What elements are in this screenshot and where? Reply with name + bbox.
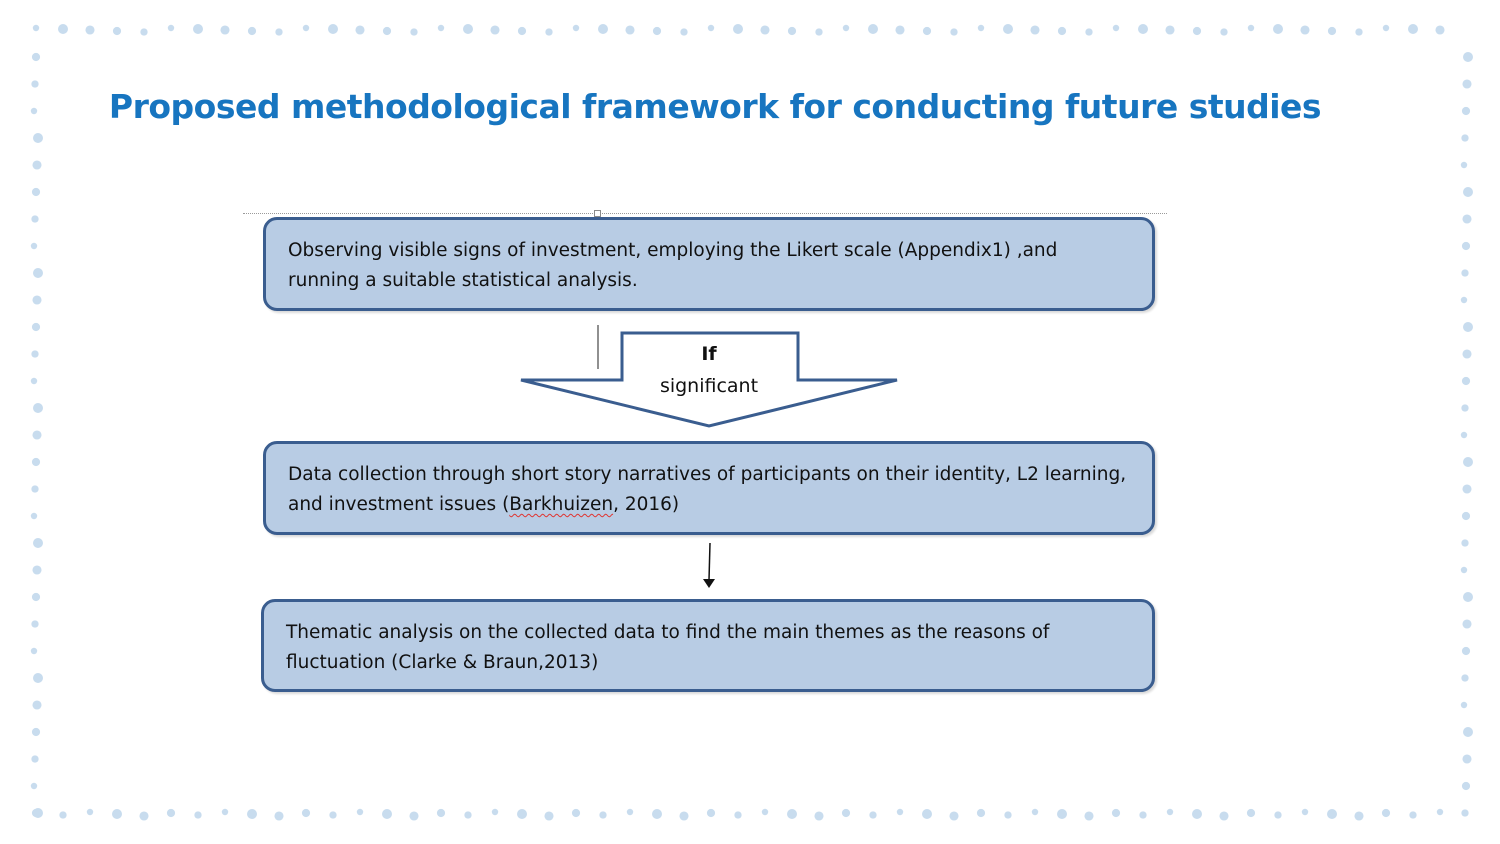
border-dot [1112, 809, 1120, 817]
border-dot [1462, 782, 1470, 790]
border-dot [168, 25, 174, 31]
border-dot [409, 811, 418, 820]
border-dot [31, 378, 37, 384]
border-dot [977, 809, 985, 817]
border-dot [652, 809, 662, 819]
border-dot [1167, 809, 1173, 815]
border-dot [32, 565, 41, 574]
step-1-text: Observing visible signs of investment, employing the Likert scale (Appendix1) ,and running a suitable statistical analysis. [288, 240, 1058, 291]
border-dot [1461, 809, 1468, 816]
border-dot [113, 27, 121, 35]
step-2-text-before: Data collection through short story narratives of participants on their identity, L2 learning, and investment issues ( [288, 464, 1127, 515]
border-dot [1461, 702, 1467, 708]
border-dot [112, 809, 122, 819]
border-dot [194, 811, 201, 818]
border-dot [33, 808, 43, 818]
border-dot [897, 809, 903, 815]
border-dot [760, 25, 769, 34]
border-dot [32, 295, 41, 304]
border-dot [1274, 811, 1281, 818]
border-dot [1461, 404, 1468, 411]
border-dot [1382, 809, 1390, 817]
border-dot [463, 24, 473, 34]
border-dot [762, 809, 768, 815]
border-dot [1219, 811, 1228, 820]
step-2-box [263, 441, 1155, 535]
border-dot [923, 27, 931, 35]
border-dot [32, 593, 40, 601]
border-dot [680, 28, 687, 35]
border-dot [33, 25, 39, 31]
border-dot [1085, 28, 1092, 35]
border-dot [814, 811, 823, 820]
condition-line-1: If [701, 343, 717, 365]
border-dot [490, 25, 499, 34]
border-dot [1461, 134, 1468, 141]
border-dot [1461, 297, 1467, 303]
border-dot [31, 755, 38, 762]
border-dot [598, 24, 608, 34]
connector-line [709, 543, 710, 580]
border-dot [328, 24, 338, 34]
border-dot [1113, 25, 1119, 31]
border-dot [1032, 809, 1038, 815]
border-dot [59, 811, 66, 818]
border-dot [734, 811, 741, 818]
border-dot [1030, 25, 1039, 34]
border-dot [869, 811, 876, 818]
border-dot [1247, 809, 1255, 817]
border-dot [85, 25, 94, 34]
border-dot [788, 27, 796, 35]
border-dot [1220, 28, 1227, 35]
step-3-box [261, 599, 1155, 692]
border-dot [31, 243, 37, 249]
border-dot [573, 25, 579, 31]
border-dot [1461, 162, 1467, 168]
border-dot [1004, 811, 1011, 818]
border-dot [1084, 811, 1093, 820]
border-dot [1461, 269, 1468, 276]
border-dot [895, 25, 904, 34]
border-dot [31, 513, 37, 519]
border-dot [1354, 811, 1363, 820]
border-dot [1462, 107, 1470, 115]
border-dot [140, 28, 147, 35]
resize-handle[interactable] [594, 210, 601, 217]
border-dot [31, 108, 37, 114]
border-dot [1165, 25, 1174, 34]
border-dot [627, 809, 633, 815]
border-dot [1461, 567, 1467, 573]
step-3-text: Thematic analysis on the collected data to find the main themes as the reasons of fluctuation (Clarke & Braun,2013) [286, 622, 1050, 673]
border-dot [733, 24, 743, 34]
border-dot [31, 620, 38, 627]
step-1-box [263, 217, 1155, 311]
condition-label [632, 338, 786, 402]
border-dot [329, 811, 336, 818]
border-dot [1138, 24, 1148, 34]
border-dot [275, 28, 282, 35]
condition-line-2: significant [659, 375, 759, 397]
border-dot [1463, 592, 1473, 602]
border-dot [31, 350, 38, 357]
border-dot [1193, 27, 1201, 35]
border-dot [32, 160, 41, 169]
border-dot [410, 28, 417, 35]
border-dot [1461, 539, 1468, 546]
border-dot [33, 133, 43, 143]
border-dot [1463, 52, 1473, 62]
slide-title: Proposed methodological framework for conducting future studies [108, 87, 1322, 126]
border-dot [1302, 809, 1308, 815]
border-dot [438, 25, 444, 31]
border-dot [1462, 377, 1470, 385]
border-dot [1300, 25, 1309, 34]
selection-guide-line [243, 213, 1167, 214]
border-dot [868, 24, 878, 34]
border-dot [1462, 214, 1471, 223]
border-dot [545, 28, 552, 35]
border-dot [708, 25, 714, 31]
border-dot [302, 809, 310, 817]
step-2-text-after: , 2016) [613, 494, 680, 515]
border-dot [33, 673, 43, 683]
border-dot [842, 809, 850, 817]
border-dot [1462, 512, 1470, 520]
border-dot [1462, 484, 1471, 493]
border-dot [31, 648, 37, 654]
border-dot [949, 811, 958, 820]
border-dot [274, 811, 283, 820]
border-dot [922, 809, 932, 819]
step-2-citation-author: Barkhuizen [509, 494, 614, 515]
border-dot [193, 24, 203, 34]
border-dot [625, 25, 634, 34]
border-dot [32, 430, 41, 439]
border-dot [653, 27, 661, 35]
border-dot [31, 215, 38, 222]
border-dot [599, 811, 606, 818]
border-dot [32, 188, 40, 196]
border-dot [1463, 322, 1473, 332]
border-dot [220, 25, 229, 34]
border-dot [33, 403, 43, 413]
border-dot [572, 809, 580, 817]
border-dot [1408, 24, 1418, 34]
border-dot [1463, 727, 1473, 737]
border-dot [58, 24, 68, 34]
border-dot [247, 809, 257, 819]
border-dot [1462, 619, 1471, 628]
border-dot [1462, 349, 1471, 358]
border-dot [382, 809, 392, 819]
border-dot [843, 25, 849, 31]
border-dot [518, 27, 526, 35]
border-dot [517, 809, 527, 819]
border-dot [1003, 24, 1013, 34]
border-dot [1327, 809, 1337, 819]
border-dot [1139, 811, 1146, 818]
border-dot [167, 809, 175, 817]
border-dot [33, 538, 43, 548]
border-dot [248, 27, 256, 35]
border-dot [1058, 27, 1066, 35]
border-dot [1462, 647, 1470, 655]
border-dot [978, 25, 984, 31]
border-dot [1462, 242, 1470, 250]
border-dot [1248, 25, 1254, 31]
border-dot [1462, 754, 1471, 763]
border-dot [707, 809, 715, 817]
border-dot [492, 809, 498, 815]
border-dot [32, 53, 40, 61]
border-dot [1409, 811, 1416, 818]
border-dot [1437, 809, 1443, 815]
border-dot [1462, 79, 1471, 88]
border-dot [1435, 25, 1444, 34]
border-dot [32, 458, 40, 466]
border-dot [1192, 809, 1202, 819]
connector-arrowhead [703, 579, 715, 588]
border-dot [679, 811, 688, 820]
border-dot [383, 27, 391, 35]
border-dot [355, 25, 364, 34]
border-dot [950, 28, 957, 35]
border-dot [33, 268, 43, 278]
border-dot [357, 809, 363, 815]
border-dot [87, 809, 93, 815]
border-dot [1057, 809, 1067, 819]
border-dot [31, 485, 38, 492]
border-dot [1328, 27, 1336, 35]
border-dot [437, 809, 445, 817]
border-dot [1383, 25, 1389, 31]
border-dot [32, 323, 40, 331]
down-connector-arrow [690, 538, 730, 594]
border-dot [222, 809, 228, 815]
border-dot [303, 25, 309, 31]
border-dot [32, 700, 41, 709]
border-dot [815, 28, 822, 35]
border-dot [1461, 674, 1468, 681]
border-dot [31, 80, 38, 87]
border-dot [464, 811, 471, 818]
border-dot [1461, 432, 1467, 438]
border-dot [31, 783, 37, 789]
border-dot [544, 811, 553, 820]
border-dot [1273, 24, 1283, 34]
border-dot [1355, 28, 1362, 35]
border-dot [1463, 187, 1473, 197]
border-dot [787, 809, 797, 819]
border-dot [1463, 457, 1473, 467]
border-dot [139, 811, 148, 820]
border-dot [32, 728, 40, 736]
